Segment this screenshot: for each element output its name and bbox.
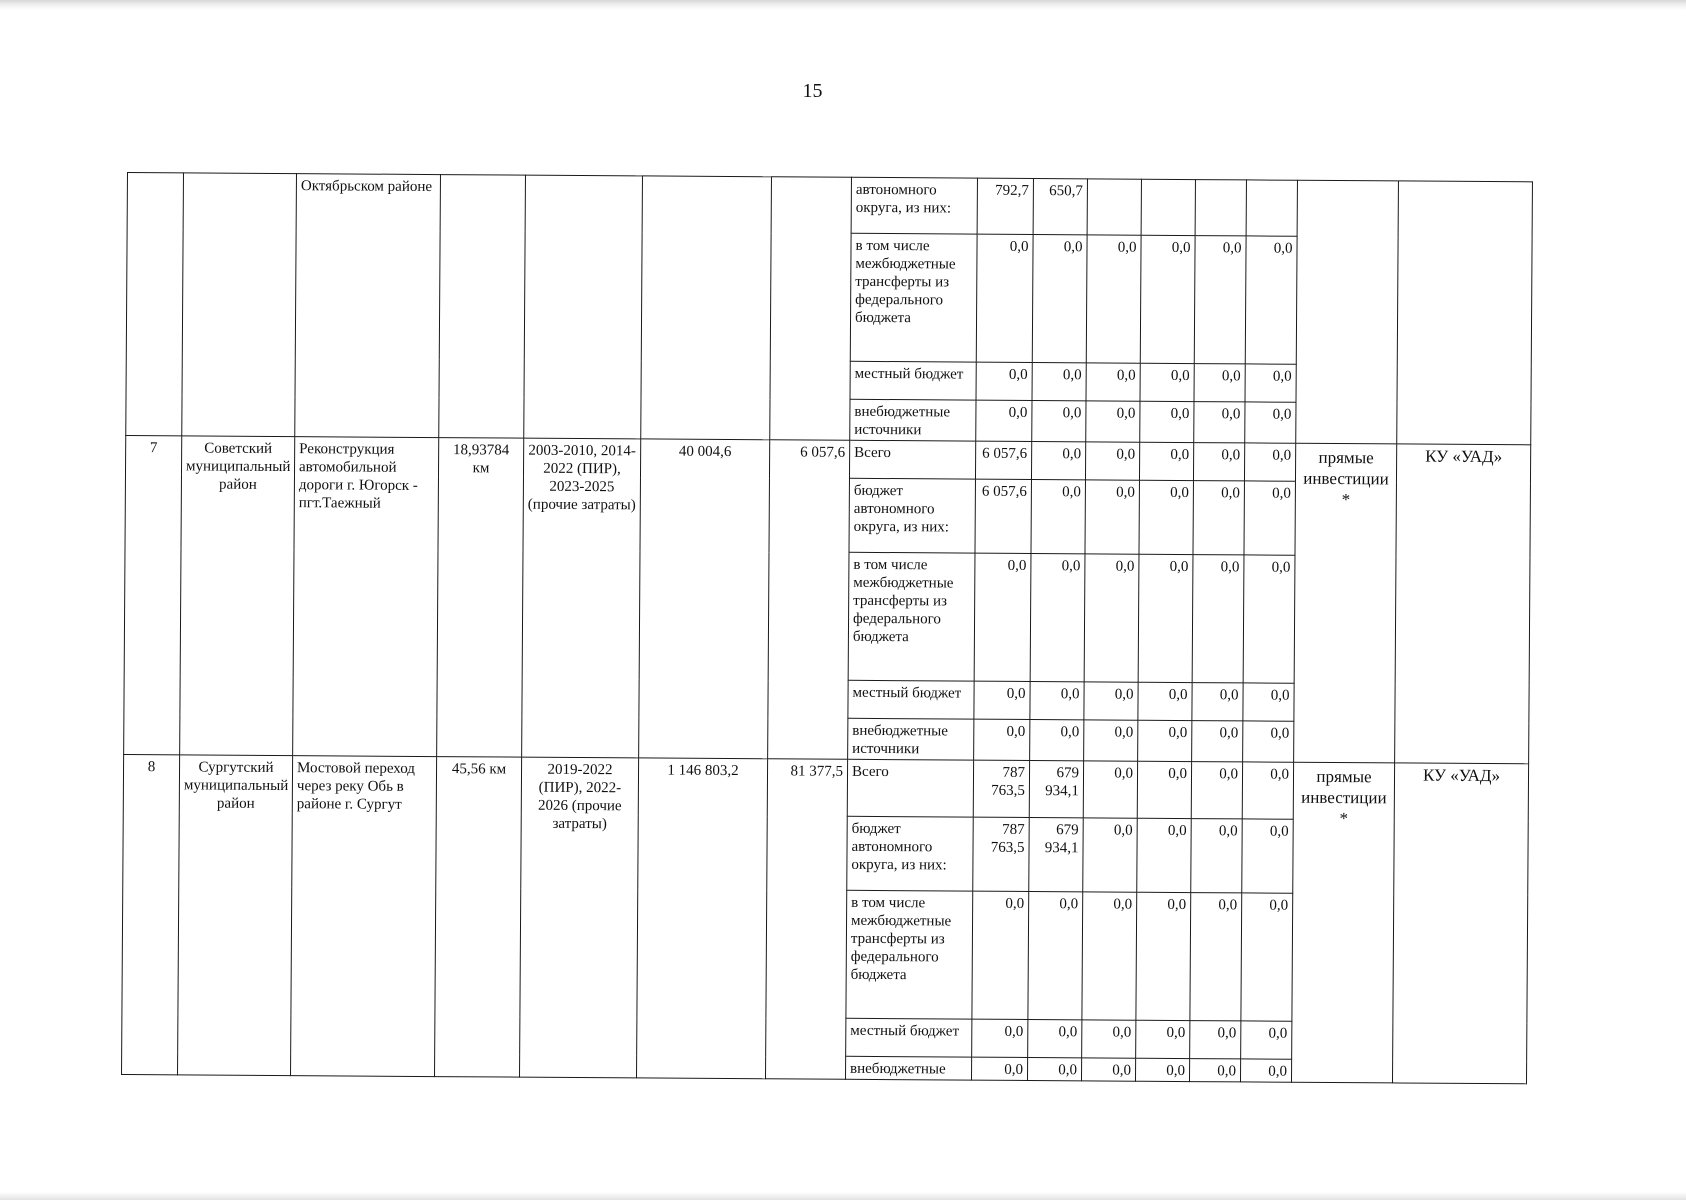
cell-source: Всего (849, 440, 975, 479)
cell-value: 679 934,1 (1029, 817, 1083, 891)
cell-value: 0,0 (1030, 682, 1084, 720)
cell-customer: КУ «УАД» (1392, 763, 1528, 1084)
cell-investment-form: прямые инвестиции * (1291, 762, 1394, 1083)
page-number: 15 (802, 80, 823, 102)
cell-object: Мостовой переход через реку Обь в районе г. Сургут (291, 756, 437, 1077)
cell-investment-form: прямые инвестиции * (1294, 443, 1397, 763)
cell-value: 0,0 (1085, 442, 1139, 480)
cell-value: 6 057,6 (975, 441, 1031, 479)
cell-value: 0,0 (1189, 1059, 1240, 1082)
cell-value (1141, 179, 1195, 235)
cell-source: бюджет автономного округа, из них: (849, 478, 975, 553)
cell-municipality (182, 173, 297, 437)
cell-value: 0,0 (1192, 555, 1244, 683)
cell-value: 0,0 (1031, 442, 1085, 480)
cell-total-cost: 1 146 803,2 (637, 758, 768, 1079)
cell-source: местный бюджет (850, 361, 976, 400)
cell-value: 0,0 (1083, 818, 1137, 892)
cell-value: 0,0 (1082, 892, 1137, 1020)
cell-value (1246, 180, 1297, 236)
cell-customer: КУ «УАД» (1395, 444, 1531, 764)
table-row (126, 435, 1531, 482)
cell-value: 679 934,1 (1029, 760, 1083, 817)
scan-edge-top (0, 0, 1686, 10)
cell-remaining (770, 177, 852, 441)
cell-length: 18,93784 км (437, 438, 524, 758)
cell-value: 0,0 (1243, 555, 1295, 683)
cell-value: 0,0 (1140, 235, 1195, 363)
cell-object: Реконструкция автомобильной дороги г. Югорск - пгт.Таежный (293, 437, 439, 757)
cell-value: 0,0 (1030, 720, 1084, 761)
cell-value: 0,0 (1032, 363, 1086, 401)
cell-value: 0,0 (972, 891, 1029, 1019)
cell-value: 0,0 (1032, 401, 1086, 442)
cell-value: 0,0 (1031, 480, 1085, 554)
cell-municipality: Советский муниципальный район (180, 436, 295, 756)
cell-value: 0,0 (1241, 1021, 1292, 1059)
cell-value: 0,0 (1138, 554, 1193, 682)
cell-value: 0,0 (974, 719, 1030, 760)
cell-value (1195, 180, 1246, 236)
cell-value: 6 057,6 (975, 479, 1031, 553)
cell-value: 0,0 (1190, 1021, 1241, 1059)
financing-table-sheet (121, 172, 1532, 1085)
cell-value: 0,0 (1190, 893, 1242, 1021)
cell-value: 0,0 (976, 362, 1032, 400)
cell-value: 0,0 (1032, 235, 1087, 363)
cell-value: 0,0 (1084, 720, 1138, 761)
cell-remaining: 6 057,6 (768, 440, 850, 760)
cell-value: 650,7 (1033, 179, 1087, 235)
cell-value: 0,0 (1136, 1020, 1190, 1058)
cell-value: 0,0 (1028, 1019, 1082, 1057)
cell-value: 0,0 (1194, 402, 1245, 443)
cell-value: 0,0 (1030, 554, 1085, 682)
cell-value: 0,0 (1028, 891, 1083, 1019)
cell-value: 0,0 (974, 681, 1030, 719)
cell-value: 0,0 (1191, 762, 1242, 819)
cell-length: 45,56 км (435, 757, 522, 1078)
cell-value: 787 763,5 (973, 817, 1029, 891)
cell-value: 0,0 (1245, 236, 1297, 364)
scan-edge-bottom (0, 1192, 1686, 1200)
cell-source: в том числе межбюджетные трансферты из федерального бюджета (848, 552, 975, 681)
cell-value: 0,0 (1243, 683, 1294, 721)
cell-value: 0,0 (974, 553, 1031, 681)
cell-value: 0,0 (1245, 402, 1296, 443)
cell-value: 0,0 (1242, 819, 1293, 893)
cell-municipality: Сургутский муниципальный район (178, 755, 293, 1076)
cell-total-cost (641, 176, 772, 440)
cell-value: 0,0 (1084, 554, 1139, 682)
cell-value: 0,0 (1140, 401, 1194, 442)
cell-value: 0,0 (1136, 892, 1191, 1020)
cell-value: 0,0 (971, 1057, 1027, 1080)
cell-value: 0,0 (1191, 819, 1242, 893)
cell-value: 0,0 (976, 234, 1033, 362)
cell-value: 0,0 (1138, 682, 1192, 720)
cell-number (126, 173, 184, 436)
cell-value: 0,0 (1194, 364, 1245, 402)
cell-source: местный бюджет (846, 1018, 972, 1057)
table-row (123, 754, 1528, 820)
cell-value: 0,0 (1135, 1058, 1189, 1081)
cell-number: 7 (124, 435, 182, 754)
cell-value: 0,0 (1082, 1020, 1136, 1058)
cell-source: автономного округа, из них: (851, 177, 977, 234)
cell-period: 2003-2010, 2014-2022 (ПИР), 2023-2025 (прочие затраты) (522, 438, 641, 758)
cell-value: 0,0 (1194, 236, 1246, 364)
cell-value: 0,0 (1083, 761, 1137, 818)
cell-value: 0,0 (1137, 818, 1191, 892)
cell-value: 0,0 (1242, 762, 1293, 819)
cell-value (1087, 179, 1141, 235)
cell-number: 8 (122, 754, 180, 1074)
cell-value: 0,0 (1140, 363, 1194, 401)
cell-value: 787 763,5 (973, 760, 1029, 817)
cell-source: в том числе межбюджетные трансферты из федерального бюджета (850, 233, 977, 362)
financing-table (121, 172, 1533, 1084)
cell-value: 0,0 (1027, 1057, 1081, 1080)
cell-object: Октябрьском районе (295, 174, 441, 438)
cell-value: 0,0 (1137, 761, 1191, 818)
cell-value: 0,0 (1086, 401, 1140, 442)
cell-source: Всего (847, 759, 973, 817)
cell-total-cost: 40 004,6 (639, 439, 770, 759)
cell-period: 2019-2022 (ПИР), 2022-2026 (прочие затраты) (520, 757, 639, 1078)
table-row (127, 173, 1532, 238)
cell-value: 0,0 (1193, 443, 1244, 481)
cell-source: в том числе межбюджетные трансферты из федерального бюджета (846, 890, 973, 1019)
cell-remaining: 81 377,5 (766, 759, 848, 1080)
cell-value: 0,0 (1240, 1059, 1291, 1082)
cell-value: 0,0 (1081, 1058, 1135, 1081)
cell-value: 792,7 (977, 178, 1033, 234)
cell-value: 0,0 (972, 1019, 1028, 1057)
cell-source: бюджет автономного округа, из них: (847, 816, 973, 891)
cell-source: внебюджетные источники (848, 718, 974, 760)
cell-value: 0,0 (1085, 480, 1139, 554)
cell-value: 0,0 (1139, 442, 1193, 480)
cell-value: 0,0 (1244, 481, 1295, 555)
cell-value: 0,0 (1086, 363, 1140, 401)
cell-value: 0,0 (1086, 235, 1141, 363)
cell-investment-form (1296, 180, 1399, 444)
cell-source: внебюджетные источники (850, 399, 976, 441)
cell-length (439, 175, 526, 439)
cell-source: внебюджетные (845, 1056, 971, 1080)
cell-value: 0,0 (1245, 364, 1296, 402)
cell-customer (1397, 181, 1533, 445)
cell-value: 0,0 (1192, 721, 1243, 762)
cell-value: 0,0 (976, 400, 1032, 441)
cell-value: 0,0 (1241, 893, 1293, 1021)
cell-value: 0,0 (1084, 682, 1138, 720)
cell-value: 0,0 (1243, 721, 1294, 762)
cell-value: 0,0 (1244, 443, 1295, 481)
cell-period (524, 175, 643, 439)
cell-value: 0,0 (1193, 481, 1244, 555)
cell-source: местный бюджет (848, 680, 974, 719)
cell-value: 0,0 (1138, 720, 1192, 761)
cell-value: 0,0 (1192, 683, 1243, 721)
cell-value: 0,0 (1139, 480, 1193, 554)
